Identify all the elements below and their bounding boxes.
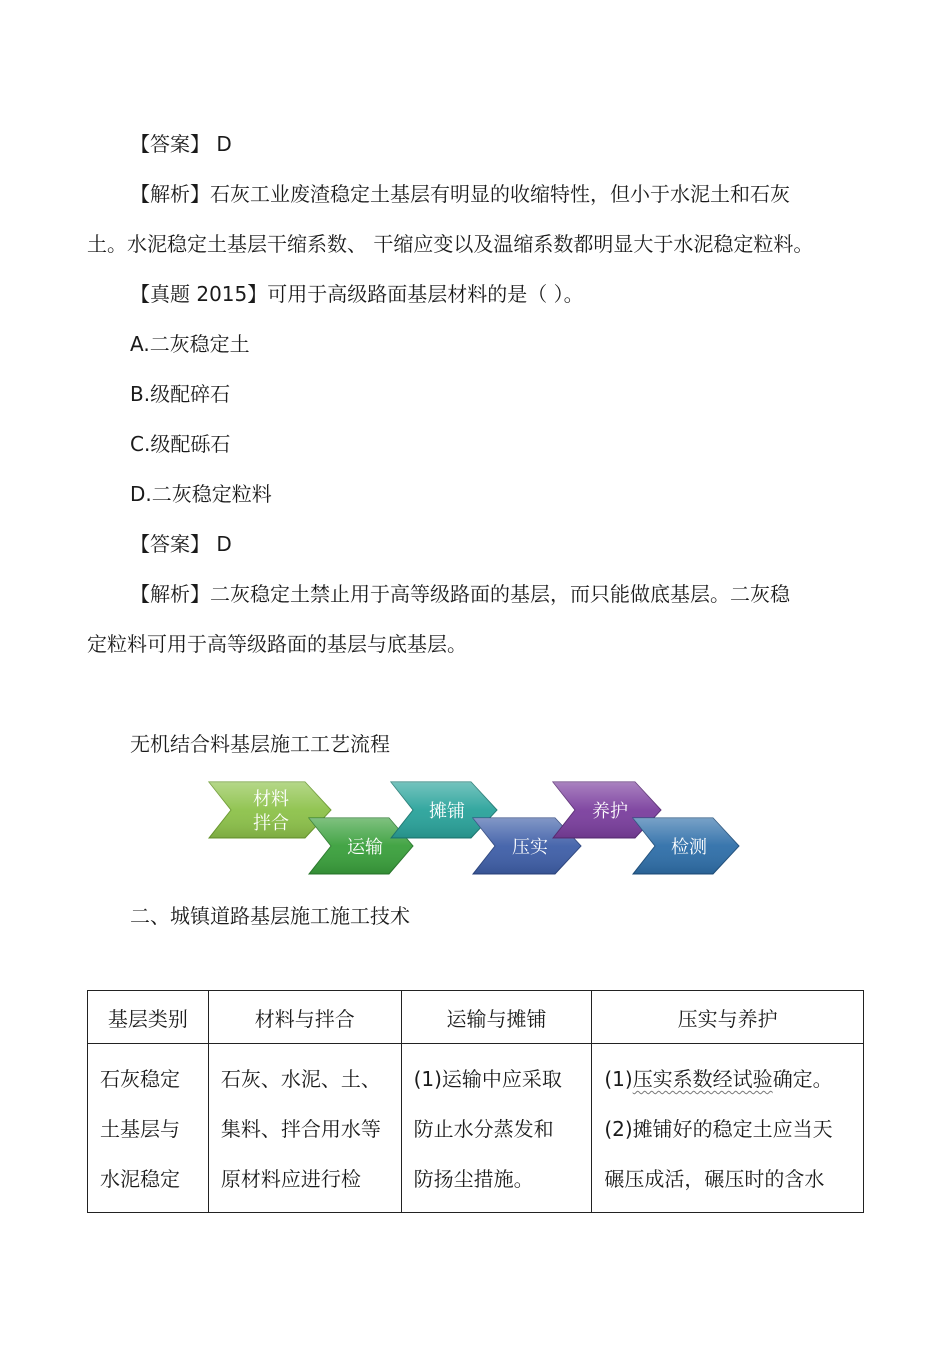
cell-line: 防扬尘措施。 [413,1167,534,1191]
q1-answer: 【答案】 D [130,132,232,156]
cell-line: (2)摊铺好的稳定土应当天 [604,1117,833,1141]
base-construction-table [87,990,864,1213]
cell-text: 确定。 [772,1067,833,1091]
table-header-cell: 基层类别 [88,991,209,1044]
flow-step-label: 材料 [253,789,289,810]
table-cell-materials [208,1044,401,1213]
table-header-cell: 材料与拌合 [208,991,401,1044]
q2-option-a: A.二灰稳定土 [130,332,250,356]
q2-question: 【真题 2015】可用于高级路面基层材料的是（ ）。 [130,282,584,306]
flow-step-label: 拌合 [253,813,289,834]
cell-line: 防止水分蒸发和 [413,1117,554,1141]
q2-analysis-line2: 定粒料可用于高等级路面的基层与底基层。 [87,632,467,656]
table-header-row [88,991,864,1044]
section-heading: 二、城镇道路基层施工施工技术 [130,904,410,928]
cell-line: 水泥稳定 [100,1167,180,1191]
cell-text: (1) [604,1067,633,1091]
flow-title: 无机结合料基层施工工艺流程 [130,732,390,756]
process-flow-diagram [205,778,745,880]
table-header-cell: 压实与养护 [592,991,864,1044]
flow-step-transport [309,818,413,874]
q2-option-d: D.二灰稳定粒料 [130,482,272,506]
cell-line: 土基层与 [100,1117,180,1141]
table-header-cell: 运输与摊铺 [401,991,592,1044]
q2-answer: 【答案】 D [130,532,232,556]
cell-text-underlined: 压实系数经试验 [632,1067,773,1091]
flow-step-mix [209,782,331,838]
cell-line: 原材料应进行检 [220,1167,361,1191]
cell-line: 石灰、水泥、土、 [220,1067,381,1091]
q2-option-c: C.级配砾石 [130,432,231,456]
flow-step-label: 摊铺 [429,801,465,822]
flow-step-label: 养护 [592,801,628,822]
table-cell-category [88,1044,209,1213]
cell-line: 碾压成活，碾压时的含水 [604,1167,825,1191]
q1-analysis-line2: 土。水泥稳定土基层干缩系数、 干缩应变以及温缩系数都明显大于水泥稳定粒料。 [87,232,814,256]
cell-line: 石灰稳定 [100,1067,180,1091]
flow-step-label: 运输 [347,837,383,858]
flow-step-label: 压实 [512,837,548,858]
table-cell-compaction [592,1044,864,1213]
q2-analysis-line1: 【解析】二灰稳定土禁止用于高等级路面的基层，而只能做底基层。二灰稳 [130,582,790,606]
cell-line: 集料、拌合用水等 [220,1117,381,1141]
q2-option-b: B.级配碎石 [130,382,231,406]
q1-analysis-line1: 【解析】石灰工业废渣稳定土基层有明显的收缩特性，但小于水泥土和石灰 [130,182,790,206]
flow-step-label: 检测 [671,837,707,858]
table-row [88,1044,864,1213]
cell-line: (1)运输中应采取 [413,1067,562,1091]
flow-step-paving [391,782,497,838]
cell-line [604,1054,855,1104]
flow-step-inspection [633,818,739,874]
table-cell-transport [401,1044,592,1213]
